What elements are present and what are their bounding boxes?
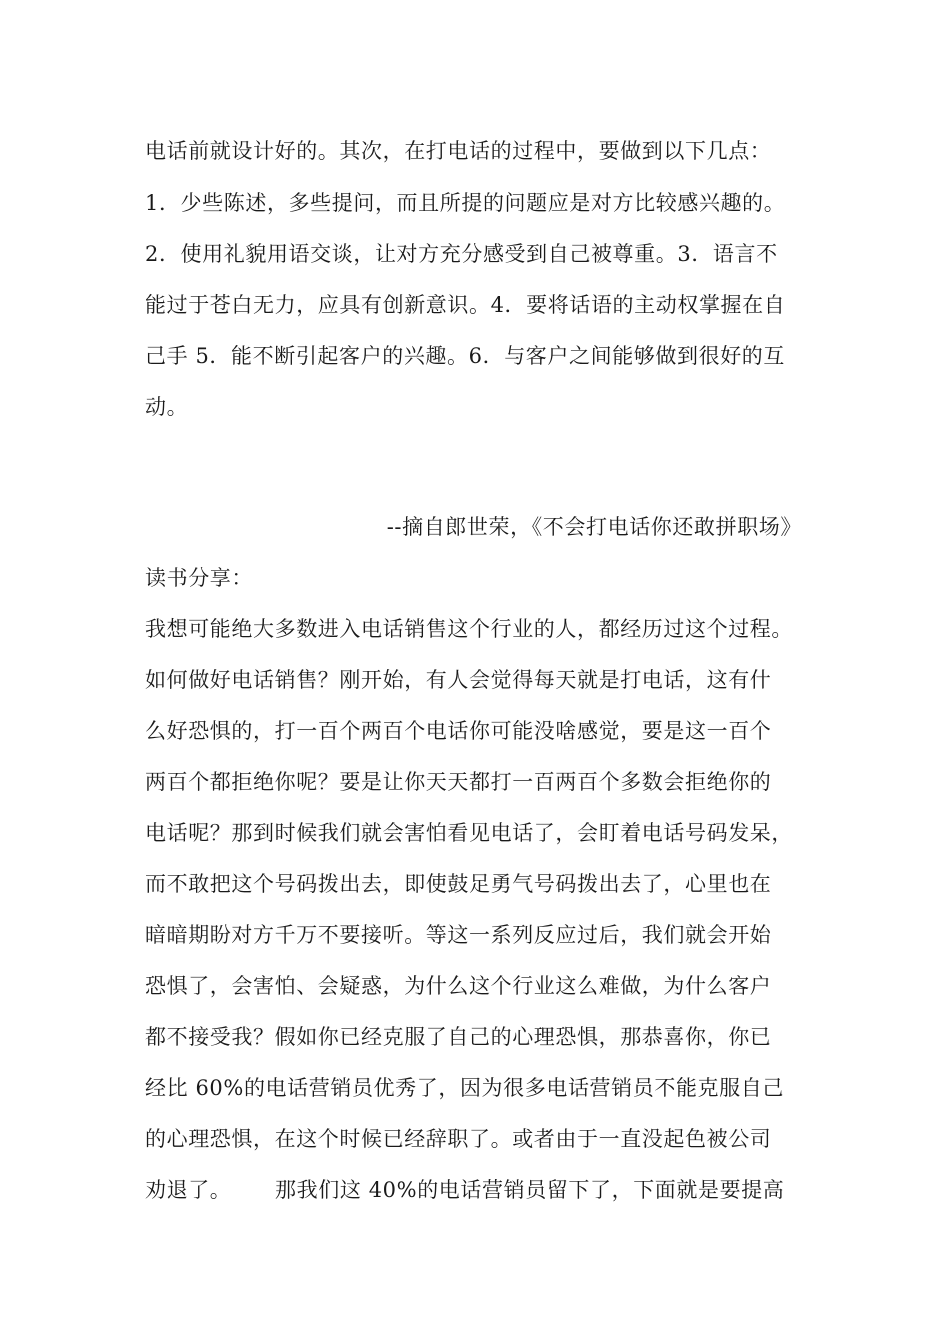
body-line: 劝退了。 那我们这 40%的电话营销员留下了，下面就是要提高 xyxy=(145,1178,785,1202)
body-line: 经比 60%的电话营销员优秀了，因为很多电话营销员不能克服自己 xyxy=(145,1076,784,1100)
excerpt-line: 己手 5．能不断引起客户的兴趣。6．与客户之间能够做到很好的互 xyxy=(145,344,785,368)
excerpt-line: 能过于苍白无力，应具有创新意识。4．要将话语的主动权掌握在自 xyxy=(145,293,786,317)
body-line: 恐惧了，会害怕、会疑惑，为什么这个行业这么难做，为什么客户 xyxy=(145,974,772,998)
quote-attribution: --摘自郎世荣，《不会打电话你还敢拼职场》 xyxy=(386,515,802,539)
excerpt-line: 电话前就设计好的。其次，在打电话的过程中，要做到以下几点： xyxy=(145,139,772,163)
body-line: 如何做好电话销售？刚开始，有人会觉得每天就是打电话，这有什 xyxy=(145,668,772,692)
excerpt-line: 动。 xyxy=(145,395,189,419)
body-line: 都不接受我？假如你已经克服了自己的心理恐惧，那恭喜你，你已 xyxy=(145,1025,772,1049)
body-line: 电话呢？那到时候我们就会害怕看见电话了，会盯着电话号码发呆， xyxy=(145,821,793,845)
excerpt-line: 2．使用礼貌用语交谈，让对方充分感受到自己被尊重。3．语言不 xyxy=(145,242,778,266)
body-line: 我想可能绝大多数进入电话销售这个行业的人，都经历过这个过程。 xyxy=(145,617,793,641)
body-line: 的心理恐惧，在这个时候已经辞职了。或者由于一直没起色被公司 xyxy=(145,1127,772,1151)
body-line: 而不敢把这个号码拨出去，即使鼓足勇气号码拨出去了，心里也在 xyxy=(145,872,772,896)
body-line: 么好恐惧的，打一百个两百个电话你可能没啥感觉，要是这一百个 xyxy=(145,719,772,743)
section-heading: 读书分享： xyxy=(145,566,253,590)
body-line: 两百个都拒绝你呢？要是让你天天都打一百两百个多数会拒绝你的 xyxy=(145,770,772,794)
body-line: 暗暗期盼对方千万不要接听。等这一系列反应过后，我们就会开始 xyxy=(145,923,772,947)
excerpt-line: 1．少些陈述，多些提问，而且所提的问题应是对方比较感兴趣的。 xyxy=(145,191,786,215)
